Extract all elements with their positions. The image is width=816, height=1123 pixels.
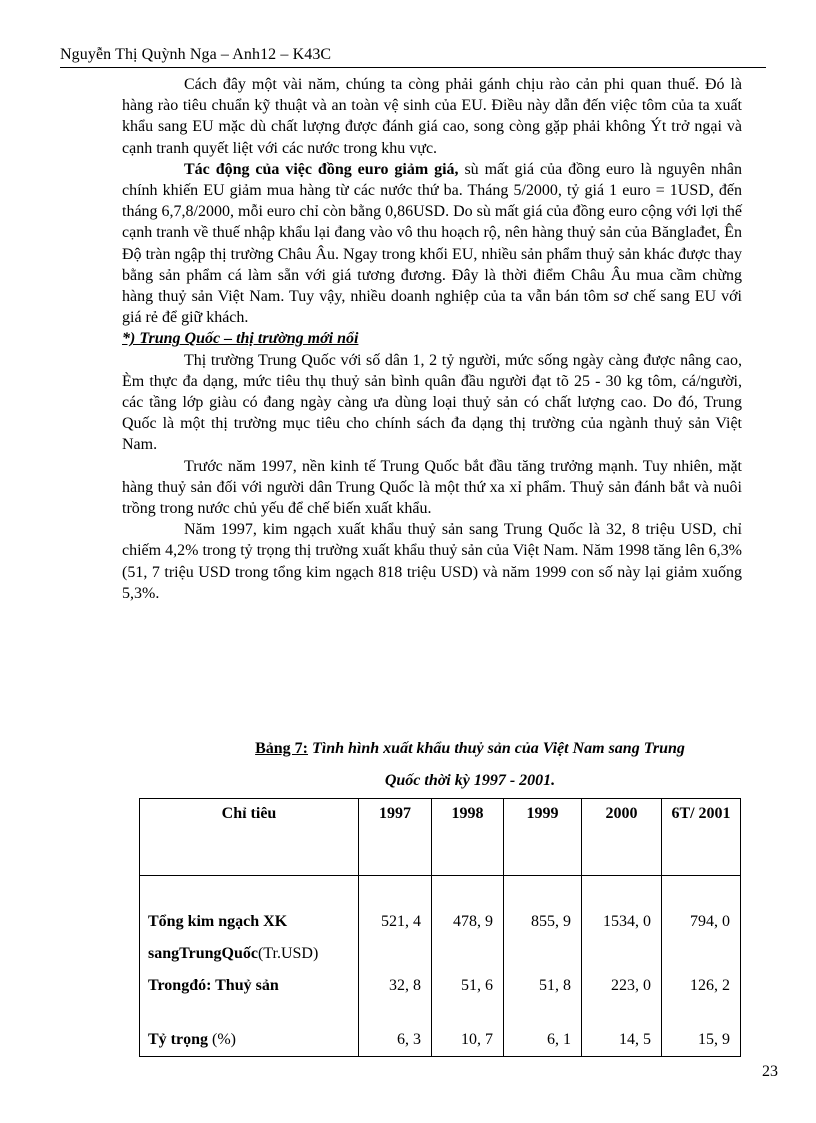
cell-total: 521, 4 [381,913,421,930]
row-label-line1: Tổng kim ngạch XK [148,913,288,930]
cell-total: 794, 0 [690,913,730,930]
cell-seafood: 51, 6 [461,977,493,994]
row-label-unit: (Tr.USD) [257,945,319,962]
page-header: Nguyễn Thị Quỳnh Nga – Anh12 – K43C [60,46,766,68]
row-label-line4 [148,1024,358,1056]
row-label-line3: Trongđó: Thuỷ sản [148,977,279,994]
body-text [122,74,742,604]
table-header-cell: 1998 [432,799,504,876]
cell-seafood: 32, 8 [389,977,421,994]
cell-seafood: 126, 2 [690,977,730,994]
table-header-cell: 1997 [359,799,432,876]
table-header-cell: Chỉ tiêu [140,799,359,876]
row-label-unit: (%) [208,1031,236,1048]
cell-total: 855, 9 [531,913,571,930]
table-caption-label: Bảng 7: [255,740,309,757]
table-header-cell: 1999 [504,799,582,876]
table-caption [140,740,800,758]
row-label-bold: Tỷ trọng [148,1031,208,1048]
table-row-label [140,876,359,1057]
paragraph-text: sù mất giá của đồng euro là nguyên nhân chính khiến EU giảm mua hàng từ các nước thứ ba. Tháng 5/2000, tỷ giá 1 euro = 1USD, đến tháng 6,7,8/2000, mỗi euro chỉ còn bằng 0,86USD. Do sù mất giá của đồng euro cộng với lợi thế cạnh tranh về thuế nhập khẩu lại đang vào vô thu hoạch rộ, nên hàng thuỷ sản của Bănglađet, Ên Độ tràn ngập thị trường Châu Âu. Ngay trong khối EU, nhiều sản phẩm thuỷ sản khác được thay bằng sản phẩm cá làm sẵn với giá tương đương. Đây là thời điểm Châu Âu mua cầm chừng hàng thuỷ sản Việt Nam. Tuy vậy, nhiều doanh nghiệp của ta vẫn bán tôm sơ chế sang EU với giá rẻ để giữ khách. [122,160,743,327]
table-row [140,876,741,1057]
cell-share: 14, 5 [619,1031,651,1048]
table-header-cell: 2000 [582,799,662,876]
row-label-bold: sangTrungQuốc [148,945,258,962]
table-cell-2001 [662,876,741,1057]
table-header-row [140,799,741,876]
row-label-line2 [148,938,358,970]
table-header-cell: 6T/ 2001 [662,799,741,876]
section-title: *) Trung Quốc – thị trường mới nổi [122,330,359,348]
paragraph-before-1997: Trước năm 1997, nền kinh tế Trung Quốc bắt đầu tăng trưởng mạnh. Tuy nhiên, mặt hàng thuỷ sản đối với người dân Trung Quốc là một thứ xa xỉ phẩm. Thuỷ sản đánh bắt và nuôi trồng trong nước chủ yếu để chế biến xuất khẩu. [122,457,742,518]
cell-seafood: 223, 0 [611,977,651,994]
cell-share: 15, 9 [698,1031,730,1048]
paragraph-1997-export: Năm 1997, kim ngạch xuất khẩu thuỷ sản sang Trung Quốc là 32, 8 triệu USD, chỉ chiếm 4,2% trong tỷ trọng thị trường xuất khẩu thuỷ sản của Việt Nam. Năm 1998 tăng lên 6,3% (51, 7 triệu USD trong tổng kim ngạch 818 triệu USD) và năm 1999 con số này lại giảm xuống 5,3%. [122,521,742,602]
paragraph-china-market: Thị trường Trung Quốc với số dân 1, 2 tỷ người, mức sống ngày càng được nâng cao, Èm thực đa dạng, mức tiêu thụ thuỷ sản bình quân đầu người đạt tõ 25 - 30 kg tôm, cá/người, các tầng lớp giàu có đang ngày càng ưa dùng loại thuỷ sản có chất lượng cao. Do đó, Trung Quốc là một thị trường mục tiêu cho chính sách đa dạng thị trường của ngành thuỷ sản Việt Nam. [122,351,742,454]
cell-seafood: 51, 8 [539,977,571,994]
table-cell-2000 [582,876,662,1057]
cell-share: 10, 7 [461,1031,493,1048]
cell-share: 6, 1 [547,1031,571,1048]
table-caption-line2: Quốc thời kỳ 1997 - 2001. [384,772,556,789]
table-cell-1998 [432,876,504,1057]
export-table [139,798,741,1057]
paragraph-lead: Tác động của việc đồng euro giảm giá, [184,160,459,178]
paragraph-euro [122,159,742,329]
page-number: 23 [762,1063,778,1080]
cell-total: 478, 9 [453,913,493,930]
paragraph-non-tariff: Cách đây một vài năm, chúng ta còng phải gánh chịu rào cản phi quan thuế. Đó là hàng rào tiêu chuẩn kỹ thuật và an toàn vệ sinh của EU. Điều này dẫn đến việc tôm của ta xuất khẩu sang EU mặc dù chất lượng được đánh giá cao, song còng gặp phải không Ýt trở ngại và cạnh tranh quyết liệt với các nước trong khu vực. [122,76,742,157]
table-caption-line1: Tình hình xuất khẩu thuỷ sản của Việt Nam sang Trung [308,740,685,757]
cell-share: 6, 3 [397,1031,421,1048]
cell-total: 1534, 0 [603,913,651,930]
table-cell-1997 [359,876,432,1057]
table-cell-1999 [504,876,582,1057]
